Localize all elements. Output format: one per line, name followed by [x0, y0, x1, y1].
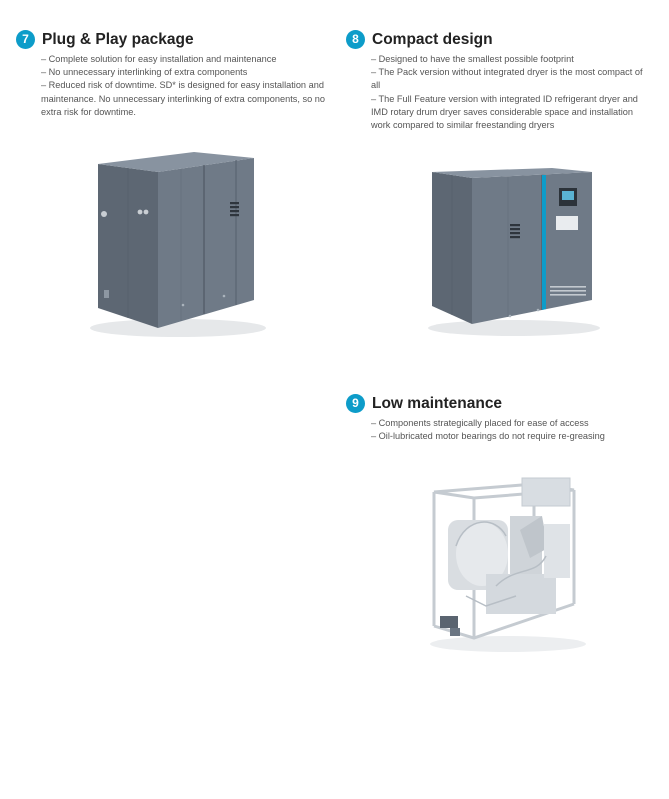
section-title: Compact design: [372, 30, 493, 48]
bullet-item: – Designed to have the smallest possible footprint: [371, 54, 574, 64]
bullet-item: – Oil-lubricated motor bearings do not require re-greasing: [371, 431, 605, 442]
section-number-badge: 9: [346, 394, 365, 413]
compressor-open-frame-image: [426, 476, 586, 656]
bullet-item: – Reduced risk of downtime. SD* is designed for easy installation and maintenance. No unnecessary interlinking of extra components, so no extra risk for downtime.: [41, 80, 325, 117]
bullet-list: [346, 417, 652, 443]
section-title: Plug & Play package: [42, 30, 194, 48]
bullet-list: [16, 53, 326, 119]
bullet-item: – Components strategically placed for ease of access: [371, 418, 589, 428]
compressor-enclosure-image: [86, 150, 266, 340]
section-title: Low maintenance: [372, 394, 503, 412]
section-heading: [346, 30, 652, 49]
section-low-maintenance: [346, 394, 652, 443]
section-heading: [16, 30, 326, 49]
section-number-badge: 7: [16, 30, 35, 49]
bullet-item: – The Pack version without integrated dryer is the most compact of all: [371, 67, 643, 91]
bullet-item: – The Full Feature version with integrated ID refrigerant dryer and IMD rotary drum dryer saves considerable space and installation work compared to similar freestanding dryers: [371, 93, 638, 131]
bullet-list: [346, 53, 652, 132]
bullet-item: – Complete solution for easy installation and maintenance: [41, 54, 277, 64]
section-plug-and-play: [16, 30, 326, 119]
section-heading: [346, 394, 652, 413]
section-compact-design: [346, 30, 652, 132]
compressor-with-control-panel-image: [424, 168, 604, 338]
bullet-item: – No unnecessary interlinking of extra components: [41, 67, 248, 78]
section-number-badge: 8: [346, 30, 365, 49]
